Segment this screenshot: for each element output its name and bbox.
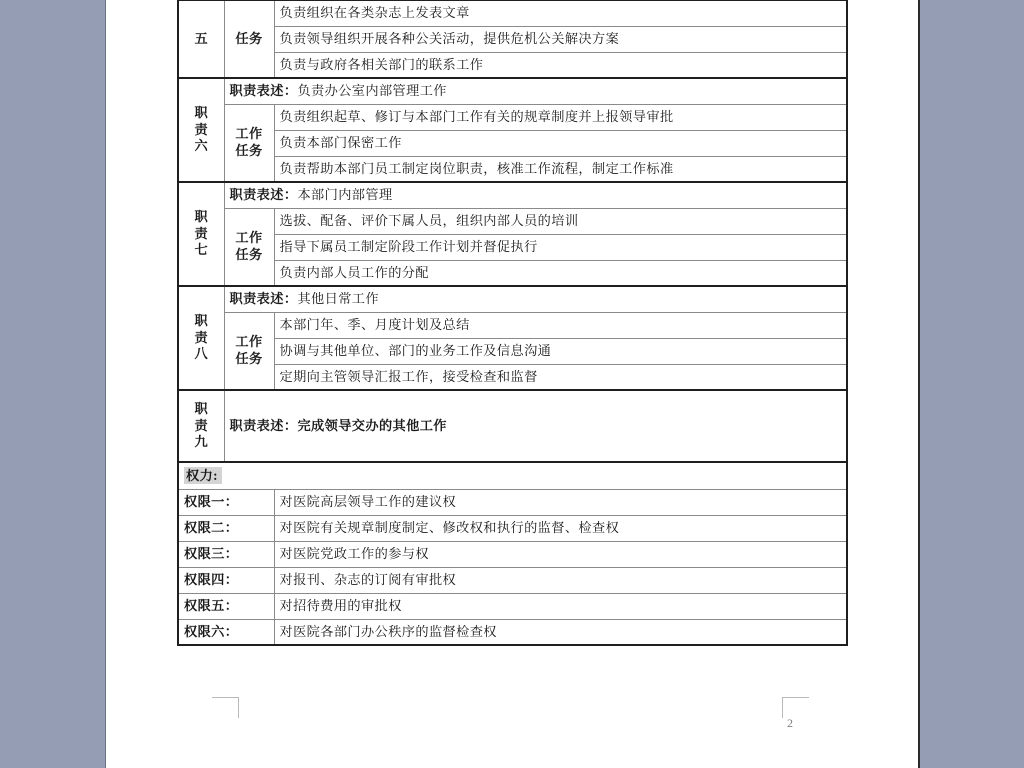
- duty-six-sub-label-line-2: 任务: [235, 142, 263, 158]
- duty-six-task-3: 负责帮助本部门员工制定岗位职责，核准工作流程，制定工作标准: [274, 156, 847, 182]
- table-row: [178, 541, 847, 567]
- duty-five-task-1: 负责组织在各类杂志上发表文章: [274, 0, 847, 26]
- table-row: [178, 489, 847, 515]
- duty-eight-index: [178, 286, 224, 390]
- duty-seven-sub-label-line-1: 工作: [235, 230, 263, 246]
- duty-six-task-1: 负责组织起草、修订与本部门工作有关的规章制度并上报领导审批: [274, 104, 847, 130]
- duty-seven-sub-label: [224, 208, 274, 286]
- duty-nine-desc-text: 完成领导交办的其他工作: [297, 417, 447, 433]
- authority-label-2: 权限二：: [178, 515, 274, 541]
- duty-seven-index-char-2: 责: [194, 225, 209, 241]
- duty-eight-sub-label-line-1: 工作: [235, 334, 263, 350]
- power-section-header-text: 权力:: [184, 467, 222, 484]
- duty-eight-index-char-3: 八: [194, 346, 209, 362]
- duty-six-desc-text: 负责办公室内部管理工作: [297, 83, 447, 98]
- authority-label-5: 权限五：: [178, 593, 274, 619]
- duty-eight-task-3: 定期向主管领导汇报工作，接受检查和监督: [274, 364, 847, 390]
- job-description-table: [177, 0, 848, 646]
- duty-eight-sub-label: [224, 312, 274, 390]
- duty-seven-index-char-3: 七: [194, 242, 209, 258]
- duty-seven-desc-label: 职责表述：: [229, 187, 298, 202]
- authority-text-5: 对招待费用的审批权: [274, 593, 847, 619]
- duty-nine-description: [224, 390, 847, 462]
- duty-eight-sub-label-line-2: 任务: [235, 350, 263, 366]
- duty-eight-index-char-2: 责: [194, 329, 209, 345]
- table-row: [178, 208, 847, 234]
- duty-six-task-2: 负责本部门保密工作: [274, 130, 847, 156]
- table-row: [178, 52, 847, 78]
- table-row: [178, 156, 847, 182]
- table-row: [178, 286, 847, 312]
- authority-text-2: 对医院有关规章制度制定、修改权和执行的监督、检查权: [274, 515, 847, 541]
- table-row: [178, 619, 847, 645]
- duty-six-index-char-3: 六: [194, 138, 209, 154]
- duty-nine-index-char-3: 九: [194, 434, 209, 450]
- duty-seven-index-char-1: 职: [194, 209, 209, 225]
- authority-text-1: 对医院高层领导工作的建议权: [274, 489, 847, 515]
- duty-seven-index: [178, 182, 224, 286]
- margin-crop-mark-bottom-left: [212, 697, 239, 718]
- table-row: [178, 260, 847, 286]
- duty-five-index: 五: [178, 0, 224, 78]
- duty-seven-task-1: 选拔、配备、评价下属人员，组织内部人员的培训: [274, 208, 847, 234]
- duty-eight-description: [224, 286, 847, 312]
- duty-nine-index: [178, 390, 224, 462]
- duty-eight-task-2: 协调与其他单位、部门的业务工作及信息沟通: [274, 338, 847, 364]
- duty-seven-task-2: 指导下属员工制定阶段工作计划并督促执行: [274, 234, 847, 260]
- duty-eight-desc-label: 职责表述：: [229, 291, 298, 306]
- authority-text-3: 对医院党政工作的参与权: [274, 541, 847, 567]
- table-row: [178, 26, 847, 52]
- table-row: [178, 0, 847, 26]
- duty-six-description: [224, 78, 847, 104]
- duty-seven-task-3: 负责内部人员工作的分配: [274, 260, 847, 286]
- authority-text-6: 对医院各部门办公秩序的监督检查权: [274, 619, 847, 645]
- document-page: [105, 0, 920, 768]
- authority-label-3: 权限三：: [178, 541, 274, 567]
- margin-crop-mark-bottom-right: [782, 697, 809, 718]
- duty-seven-desc-text: 本部门内部管理: [297, 187, 393, 202]
- duty-six-sub-label-line-1: 工作: [235, 126, 263, 142]
- authority-label-4: 权限四：: [178, 567, 274, 593]
- authority-label-6: 权限六：: [178, 619, 274, 645]
- table-row: [178, 104, 847, 130]
- duty-six-index-char-2: 责: [194, 121, 209, 137]
- table-row: [178, 593, 847, 619]
- duty-nine-desc-label: 职责表述：: [229, 417, 298, 433]
- duty-five-task-3: 负责与政府各相关部门的联系工作: [274, 52, 847, 78]
- page-number: 2: [787, 716, 793, 730]
- duty-five-task-2: 负责领导组织开展各种公关活动，提供危机公关解决方案: [274, 26, 847, 52]
- duty-five-sub-label: 任务: [224, 0, 274, 78]
- duty-six-index: [178, 78, 224, 182]
- authority-label-1: 权限一：: [178, 489, 274, 515]
- table-row: [178, 567, 847, 593]
- duty-six-index-char-1: 职: [194, 105, 209, 121]
- table-row: [178, 338, 847, 364]
- duty-eight-task-1: 本部门年、季、月度计划及总结: [274, 312, 847, 338]
- table-row: [178, 130, 847, 156]
- duty-nine-index-char-2: 责: [194, 417, 209, 433]
- duty-eight-desc-text: 其他日常工作: [297, 291, 379, 306]
- power-section-header: [178, 462, 847, 489]
- duty-six-desc-label: 职责表述：: [229, 83, 298, 98]
- duty-eight-index-char-1: 职: [194, 313, 209, 329]
- table-row: [178, 234, 847, 260]
- duty-seven-description: [224, 182, 847, 208]
- table-row: [178, 462, 847, 489]
- duty-nine-index-char-1: 职: [194, 401, 209, 417]
- table-row: [178, 515, 847, 541]
- table-row: [178, 312, 847, 338]
- table-row: [178, 78, 847, 104]
- table-row: [178, 390, 847, 462]
- duty-seven-sub-label-line-2: 任务: [235, 246, 263, 262]
- authority-text-4: 对报刊、杂志的订阅有审批权: [274, 567, 847, 593]
- duty-six-sub-label: [224, 104, 274, 182]
- table-row: [178, 182, 847, 208]
- table-row: [178, 364, 847, 390]
